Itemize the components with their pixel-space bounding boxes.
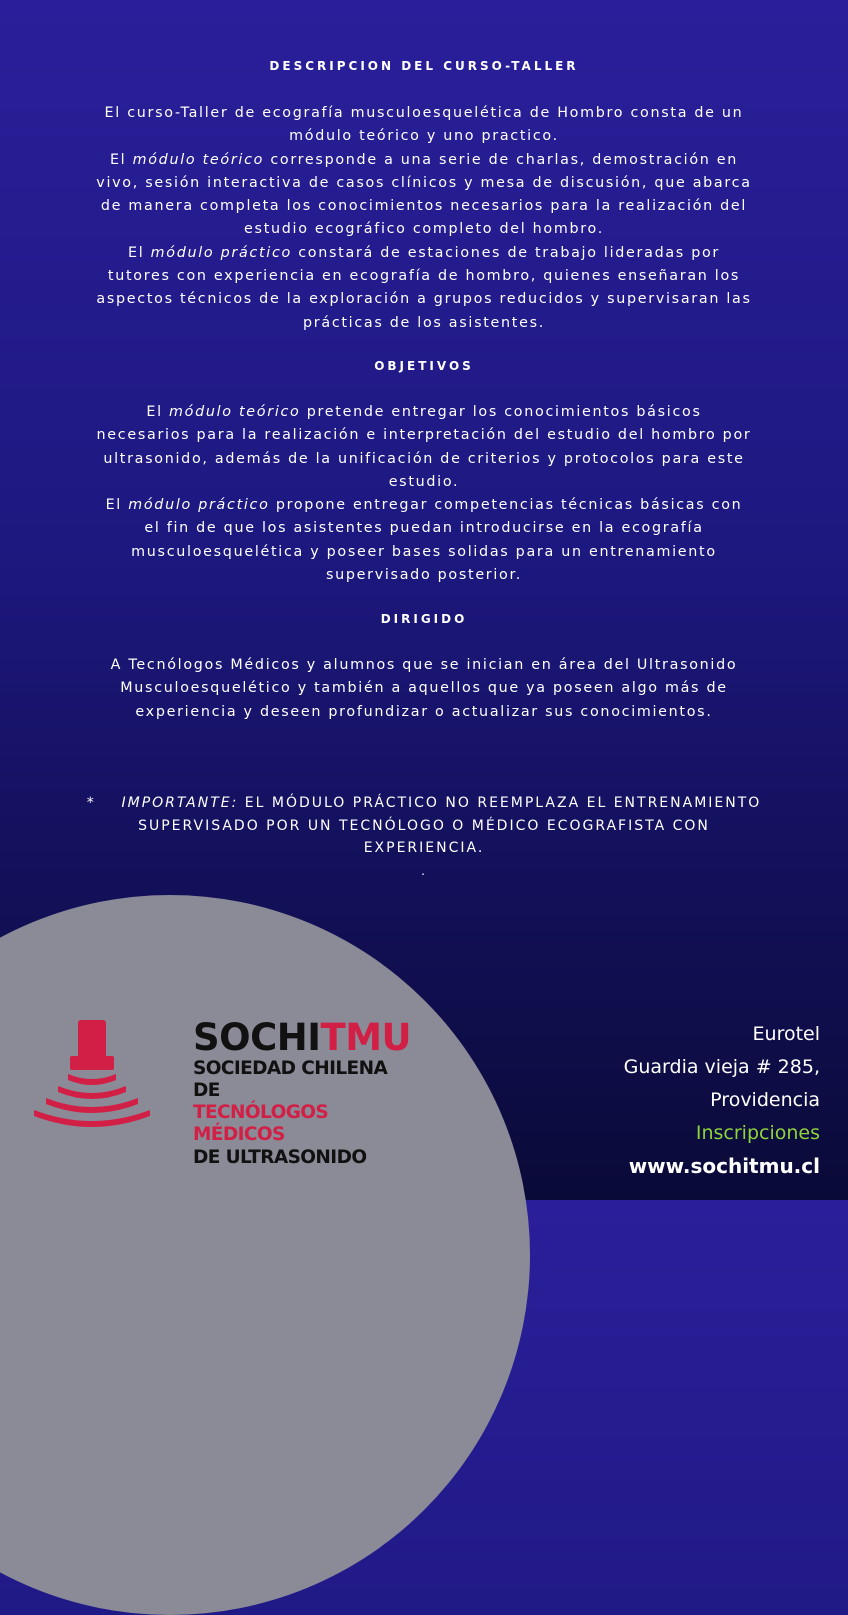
venue-district: Providencia: [710, 1089, 820, 1111]
objectives-line: musculoesquelética y poseer bases solidas para un entrenamiento: [131, 543, 717, 560]
text-fragment: EL MÓDULO PRÁCTICO NO REEMPLAZA EL ENTRENAMIENTO: [238, 795, 762, 811]
objectives-line: supervisado posterior.: [325, 567, 523, 584]
description-text: [40, 102, 808, 335]
text-fragment: El: [109, 151, 133, 168]
description-line: El curso-Taller de ecografía musculoesquelética de Hombro consta de un: [104, 105, 744, 121]
logo-text: [193, 1018, 411, 1170]
venue-name: Eurotel: [752, 1023, 820, 1045]
objectives-line: [40, 401, 808, 424]
objectives-heading: OBJETIVOS: [374, 359, 474, 373]
emphasis-text: módulo teórico: [132, 151, 265, 168]
trailing-dot: .: [421, 863, 427, 878]
important-line: SUPERVISADO POR UN TECNÓLOGO O MÉDICO ECOGRAFISTA CON: [138, 817, 710, 834]
brand-name: [193, 1018, 411, 1058]
venue-street: Guardia vieja # 285,: [623, 1056, 820, 1078]
decorative-circle: [0, 895, 530, 1615]
logo-line: DE ULTRASONIDO: [193, 1147, 367, 1168]
description-heading: DESCRIPCION DEL CURSO-TALLER: [269, 59, 579, 73]
description-line: de manera completa los conocimientos necesarios para la realización del: [100, 198, 748, 215]
audience-text: [40, 654, 808, 724]
logo-line: TECNÓLOGOS MÉDICOS: [193, 1102, 329, 1145]
audience-line: A Tecnólogos Médicos y alumnos que se inician en área del Ultrasonido: [110, 657, 738, 673]
audience-line: Musculoesquelético y también a aquellos que ya poseen algo más de: [120, 680, 728, 697]
description-line: prácticas de los asistentes.: [303, 314, 545, 331]
important-notice: [40, 792, 808, 882]
description-line: tutores con experiencia en ecografía de hombro, quienes enseñaran los: [107, 268, 741, 285]
important-line: [40, 792, 808, 815]
inscriptions-label: Inscripciones: [695, 1122, 820, 1144]
emphasis-text: módulo práctico: [150, 244, 292, 261]
important-label: IMPORTANTE:: [121, 795, 239, 811]
audience-heading: DIRIGIDO: [380, 612, 468, 626]
description-line: [40, 242, 808, 265]
description-line: [40, 149, 808, 172]
logo-line: SOCIEDAD CHILENA DE: [193, 1058, 388, 1101]
text-fragment: corresponde a una serie de charlas, demostración en: [264, 151, 739, 168]
text-fragment: El: [105, 497, 129, 514]
audience-line: experiencia y deseen profundizar o actualizar sus conocimientos.: [135, 703, 713, 720]
emphasis-text: módulo práctico: [128, 497, 270, 514]
objectives-text: [40, 401, 808, 587]
description-line: estudio ecográfico completo del hombro.: [244, 221, 604, 238]
description-line: vivo, sesión interactiva de casos clínicos y mesa de discusión, que abarca: [96, 174, 752, 191]
emphasis-text: módulo teórico: [169, 404, 301, 420]
description-line: módulo teórico y uno practico.: [289, 128, 559, 145]
objectives-line: estudio.: [388, 473, 460, 490]
text-fragment: constará de estaciones de trabajo lideradas por: [291, 244, 720, 261]
brand-dark: SOCHI: [193, 1016, 321, 1059]
text-fragment: pretende entregar los conocimientos básicos: [300, 404, 702, 420]
venue-info: [624, 1018, 820, 1183]
objectives-line: ultrasonido, además de la unificación de criterios y protocolos para este: [103, 450, 745, 467]
important-line: EXPERIENCIA.: [363, 840, 485, 856]
website-link[interactable]: www.sochitmu.cl: [628, 1154, 820, 1178]
objectives-line: [40, 494, 808, 517]
ultrasound-transducer-icon: [28, 1018, 158, 1128]
text-fragment: propone entregar competencias técnicas básicas con: [269, 497, 743, 514]
text-fragment: El: [146, 404, 170, 420]
description-line: aspectos técnicos de la exploración a grupos reducidos y supervisaran las: [96, 291, 752, 308]
sochitmu-logo: [28, 1016, 412, 1168]
objectives-line: el fin de que los asistentes puedan introducirse en la ecografía: [144, 520, 704, 537]
brand-accent: TMU: [320, 1016, 412, 1059]
text-fragment: El: [127, 244, 151, 261]
objectives-line: necesarios para la realización e interpretación del estudio del hombro por: [96, 427, 752, 444]
bullet-marker: *: [86, 795, 96, 811]
